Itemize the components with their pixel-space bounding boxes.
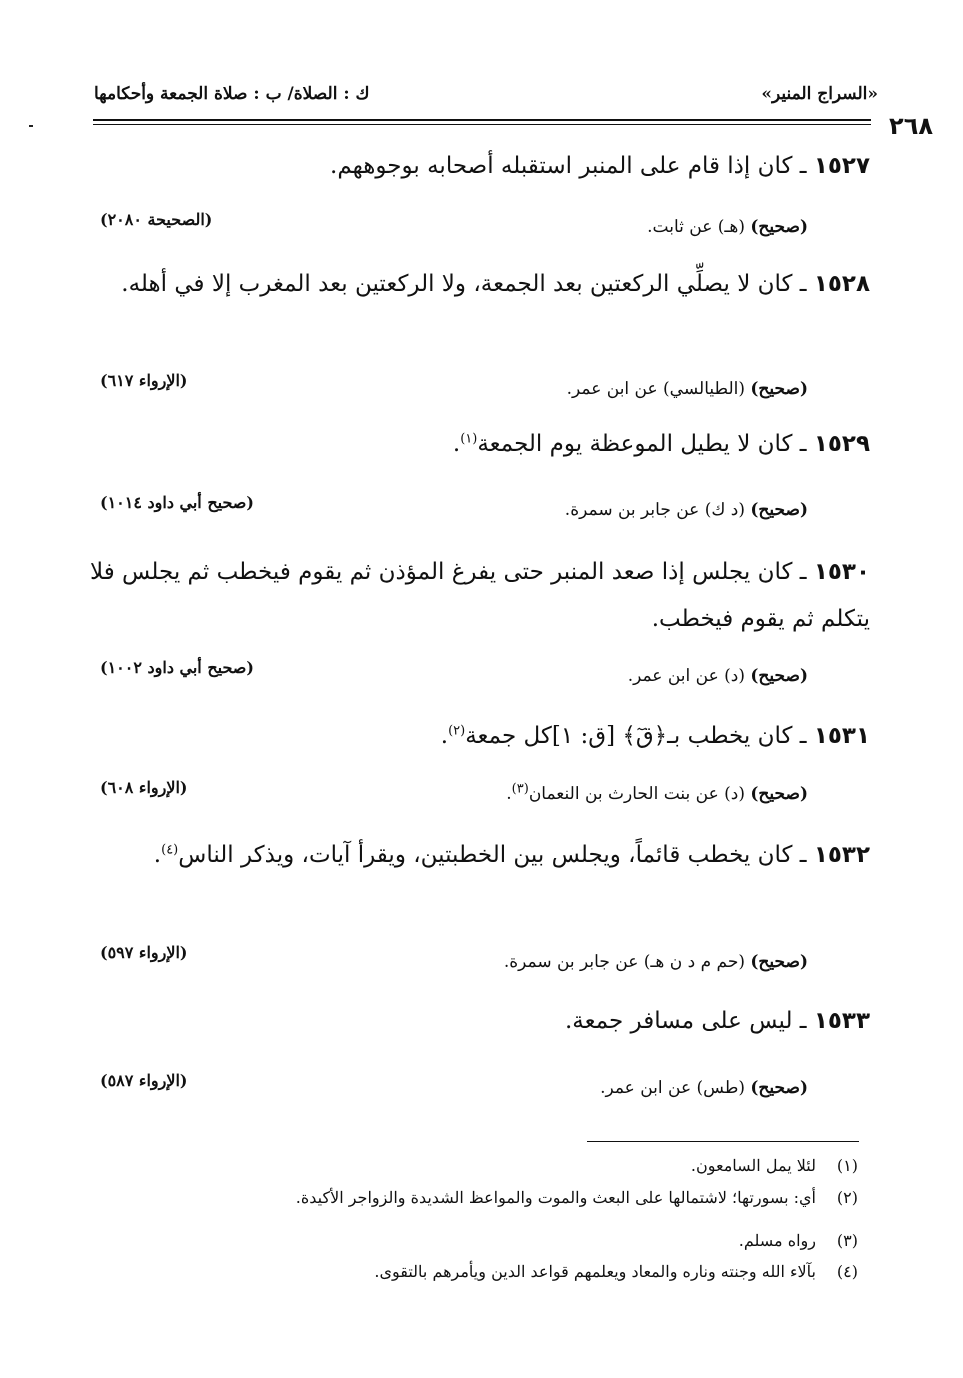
hadith-number: ١٥٣٣ — [813, 1008, 870, 1034]
hadith-number: ١٥٣٢ — [813, 842, 870, 868]
hadith-1532-reference: (الإرواء ٥٩٧) — [100, 943, 188, 962]
hadith-text: ـ كان لا يصلِّي الركعتين بعد الجمعة، ولا الركعتين بعد المغرب إلا في أهله. — [121, 271, 807, 297]
grade-sources: (د) عن بنت الحارث بن النعمان — [528, 784, 745, 804]
footnote-2 — [296, 1188, 858, 1207]
footnote-3 — [739, 1231, 858, 1250]
footnote-number: (١) — [836, 1156, 858, 1175]
hadith-number: ١٥٣١ — [813, 723, 870, 749]
margin-mark — [29, 125, 33, 127]
footnote-number: (٤) — [836, 1262, 858, 1281]
hadith-1527-grade — [647, 217, 808, 237]
grade-label: (صحيح) — [750, 217, 808, 237]
footnote-ref[interactable]: (١) — [460, 431, 478, 447]
hadith-number: ١٥٢٩ — [813, 431, 870, 457]
running-header-book-title: «السراج المنير» — [761, 84, 878, 104]
hadith-text-end: . — [153, 842, 162, 868]
hadith-text-end: . — [452, 431, 461, 457]
footnote-text: بآلاء الله وجنته وناره والمعاد ويعلمهم قواعد الدين ويأمرهم بالتقوى. — [374, 1262, 816, 1281]
hadith-1533 — [90, 998, 870, 1045]
hadith-text: ـ ليس على مسافر جمعة. — [564, 1008, 807, 1034]
hadith-1530-grade — [628, 666, 808, 686]
footnote-4 — [374, 1262, 858, 1281]
hadith-1527 — [90, 143, 870, 190]
footnote-number: (٢) — [836, 1188, 858, 1207]
hadith-number: ١٥٣٠ — [813, 559, 870, 585]
hadith-1528-grade — [567, 379, 808, 399]
hadith-1530 — [90, 549, 870, 643]
hadith-number: ١٥٢٨ — [813, 271, 870, 297]
grade-sources: (د) عن ابن عمر. — [627, 666, 745, 686]
header-rule-thin — [93, 124, 871, 125]
grade-sources: (د ك) عن جابر بن سمرة. — [564, 500, 745, 520]
hadith-1531-grade — [506, 781, 808, 804]
grade-label: (صحيح) — [750, 500, 808, 520]
hadith-text-end: . — [440, 723, 449, 749]
hadith-text: ـ كان يخطب قائماً، ويجلس بين الخطبتين، ويقرأ آيات، ويذكر الناس — [178, 842, 807, 868]
hadith-1529 — [90, 421, 870, 468]
hadith-number: ١٥٢٧ — [813, 153, 870, 179]
hadith-1528 — [90, 261, 870, 308]
header-rule-thick — [93, 119, 871, 121]
page-number: ٢٦٨ — [889, 112, 933, 140]
footnote-number: (٣) — [836, 1231, 858, 1250]
hadith-text: ـ كان يجلس إذا صعد المنبر حتى يفرغ المؤذن ثم يقوم فيخطب ثم يجلس فلا يتكلم ثم يقوم فيخطب. — [90, 559, 870, 632]
hadith-1529-grade — [565, 500, 808, 520]
footnote-text: رواه مسلم. — [738, 1231, 816, 1250]
footnote-text: أي: بسورتها؛ لاشتمالها على البعث والموت والمواعظ الشديدة والزواجر الأكيدة. — [295, 1188, 816, 1207]
hadith-1527-reference: (الصحيحة ٢٠٨٠) — [100, 210, 213, 229]
grade-label: (صحيح) — [750, 784, 808, 804]
grade-label: (صحيح) — [750, 952, 808, 972]
grade-sources: (طس) عن ابن عمر. — [600, 1078, 745, 1098]
grade-label: (صحيح) — [750, 666, 808, 686]
hadith-text: ـ كان إذا قام على المنبر استقبله أصحابه بوجوههم. — [330, 153, 807, 179]
hadith-1531-reference: (الإرواء ٦٠٨) — [100, 778, 188, 797]
grade-sources: (الطيالسي) عن ابن عمر. — [566, 379, 745, 399]
footnote-separator — [587, 1141, 859, 1142]
grade-label: (صحيح) — [750, 379, 808, 399]
hadith-1532-grade — [504, 952, 808, 972]
hadith-1530-reference: (صحيح أبي داود ١٠٠٢) — [100, 658, 254, 677]
hadith-1532 — [90, 832, 870, 879]
hadith-text: ـ كان يخطب بـ﴿قٓ﴾ [ق: ١]كل جمعة — [465, 723, 807, 749]
footnote-ref[interactable]: (٣) — [511, 781, 529, 797]
hadith-1529-reference: (صحيح أبي داود ١٠١٤) — [100, 493, 254, 512]
hadith-1528-reference: (الإرواء ٦١٧) — [100, 371, 188, 390]
running-header-chapter: ك : الصلاة/ ب : صلاة الجمعة وأحكامها — [94, 84, 370, 104]
grade-sources: (حم م د ن هـ) عن جابر بن سمرة. — [503, 952, 745, 972]
grade-sources-end: . — [506, 784, 512, 804]
footnote-text: لئلا يمل السامعون. — [690, 1156, 816, 1175]
footnote-ref[interactable]: (٢) — [448, 723, 466, 739]
hadith-text: ـ كان لا يطيل الموعظة يوم الجمعة — [477, 431, 807, 457]
footnote-ref[interactable]: (٤) — [161, 842, 179, 858]
hadith-1531 — [90, 713, 870, 760]
hadith-1533-grade — [600, 1078, 808, 1098]
footnote-1 — [691, 1156, 858, 1175]
grade-sources: (هـ) عن ثابت. — [647, 217, 745, 237]
grade-label: (صحيح) — [750, 1078, 808, 1098]
hadith-1533-reference: (الإرواء ٥٨٧) — [100, 1071, 188, 1090]
